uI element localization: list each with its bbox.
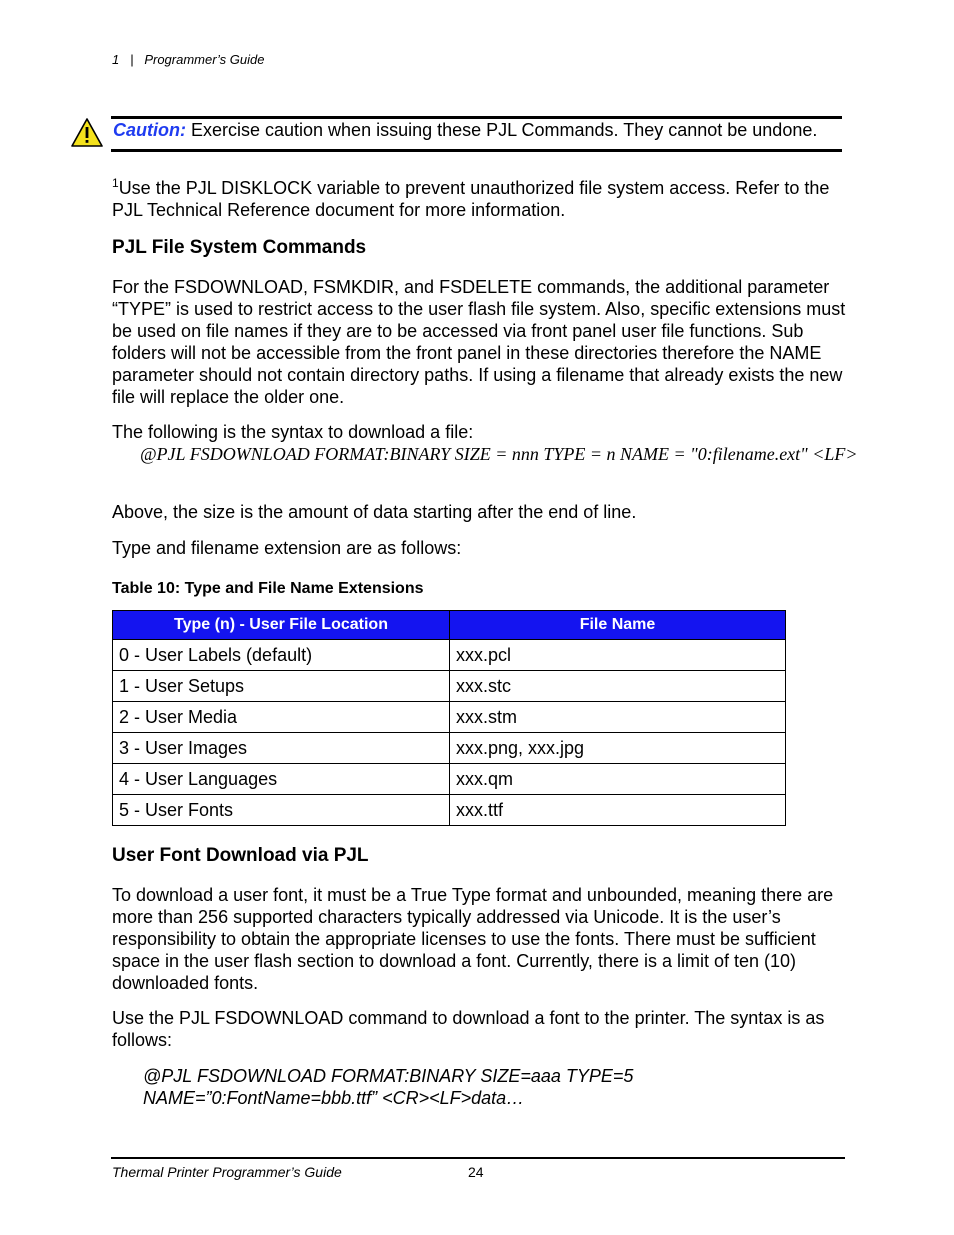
- warning-triangle-icon: [70, 117, 104, 148]
- running-header: [112, 52, 265, 67]
- section-heading-user-font-download: User Font Download via PJL: [112, 845, 369, 866]
- footnote-marker: 1: [112, 176, 119, 190]
- usage-paragraph: Use the PJL FSDOWNLOAD command to download a font to the printer. The syntax is as follows:: [112, 1008, 825, 1050]
- page-number: 24: [468, 1164, 484, 1180]
- table-caption: Table 10: Type and File Name Extensions: [112, 580, 424, 597]
- font-syntax-line-1: @PJL FSDOWNLOAD FORMAT:BINARY SIZE=aaa TYPE=5: [143, 1066, 634, 1086]
- table-header-type: Type (n) - User File Location: [113, 611, 450, 640]
- section1-intro-paragraph: For the FSDOWNLOAD, FSMKDIR, and FSDELETE commands, the additional parameter “TYPE” is used to restrict access to the user flash file system. Also, specific extensions must be used on file names if they are to be accessed via front panel user file functions. Sub folders will not be accessible from the front panel in these directories therefore the NAME parameter should not contain directory paths. If using a filename that already exists the new file will replace the older one.: [112, 277, 846, 407]
- footer-title: Thermal Printer Programmer’s Guide: [112, 1164, 342, 1180]
- table-row: [113, 795, 786, 826]
- header-guide-title: Programmer’s Guide: [144, 52, 265, 67]
- table-cell-type: 1 - User Setups: [113, 671, 450, 702]
- caution-bottom-rule: [111, 149, 842, 152]
- table-row: [113, 702, 786, 733]
- table-row: [113, 733, 786, 764]
- size-note-paragraph: Above, the size is the amount of data starting after the end of line.: [112, 502, 637, 522]
- table-cell-file-name: xxx.qm: [450, 764, 786, 795]
- table-cell-type: 5 - User Fonts: [113, 795, 450, 826]
- table-cell-type: 2 - User Media: [113, 702, 450, 733]
- caution-label: Caution:: [113, 120, 186, 140]
- table-cell-file-name: xxx.png, xxx.jpg: [450, 733, 786, 764]
- table-row: [113, 671, 786, 702]
- table-cell-type: 3 - User Images: [113, 733, 450, 764]
- table-row: [113, 640, 786, 671]
- syntax-intro-paragraph: The following is the syntax to download a file:: [112, 422, 474, 442]
- table-header-file-name: File Name: [450, 611, 786, 640]
- table-cell-file-name: xxx.pcl: [450, 640, 786, 671]
- footnote-paragraph: [112, 172, 852, 221]
- extensions-table: [112, 610, 786, 826]
- section-heading-pjl-file-system: PJL File System Commands: [112, 237, 367, 258]
- caution-note: [113, 120, 817, 141]
- header-chapter: 1: [112, 52, 120, 67]
- footnote-text: Use the PJL DISKLOCK variable to prevent unauthorized file system access. Refer to the PJL Technical Reference document for more information.: [112, 178, 830, 220]
- footer-rule: [111, 1157, 845, 1159]
- caution-message: Exercise caution when issuing these PJL Commands. They cannot be undone.: [185, 120, 818, 140]
- caution-top-rule: [111, 116, 842, 119]
- table-cell-file-name: xxx.stc: [450, 671, 786, 702]
- type-note-paragraph: Type and filename extension are as follows:: [112, 538, 462, 558]
- table-header-row: [113, 611, 786, 640]
- section2-intro-paragraph: To download a user font, it must be a True Type format and unbounded, meaning there are more than 256 supported characters typically addressed via Unicode. It is the user’s responsibility to obtain the appropriate licenses to use the fonts. There must be sufficient space in the user flash section to download a font. Currently, there is a limit of ten (10) downloaded fonts.: [112, 885, 834, 993]
- table-cell-type: 4 - User Languages: [113, 764, 450, 795]
- table-cell-type: 0 - User Labels (default): [113, 640, 450, 671]
- table-cell-file-name: xxx.stm: [450, 702, 786, 733]
- header-separator: |: [130, 52, 134, 67]
- fsdownload-syntax: @PJL FSDOWNLOAD FORMAT:BINARY SIZE = nnn TYPE = n NAME = "0:filename.ext" <LF>: [140, 444, 858, 464]
- table-row: [113, 764, 786, 795]
- table-cell-file-name: xxx.ttf: [450, 795, 786, 826]
- font-syntax-line-2: NAME=”0:FontName=bbb.ttf” <CR><LF>data…: [143, 1088, 525, 1108]
